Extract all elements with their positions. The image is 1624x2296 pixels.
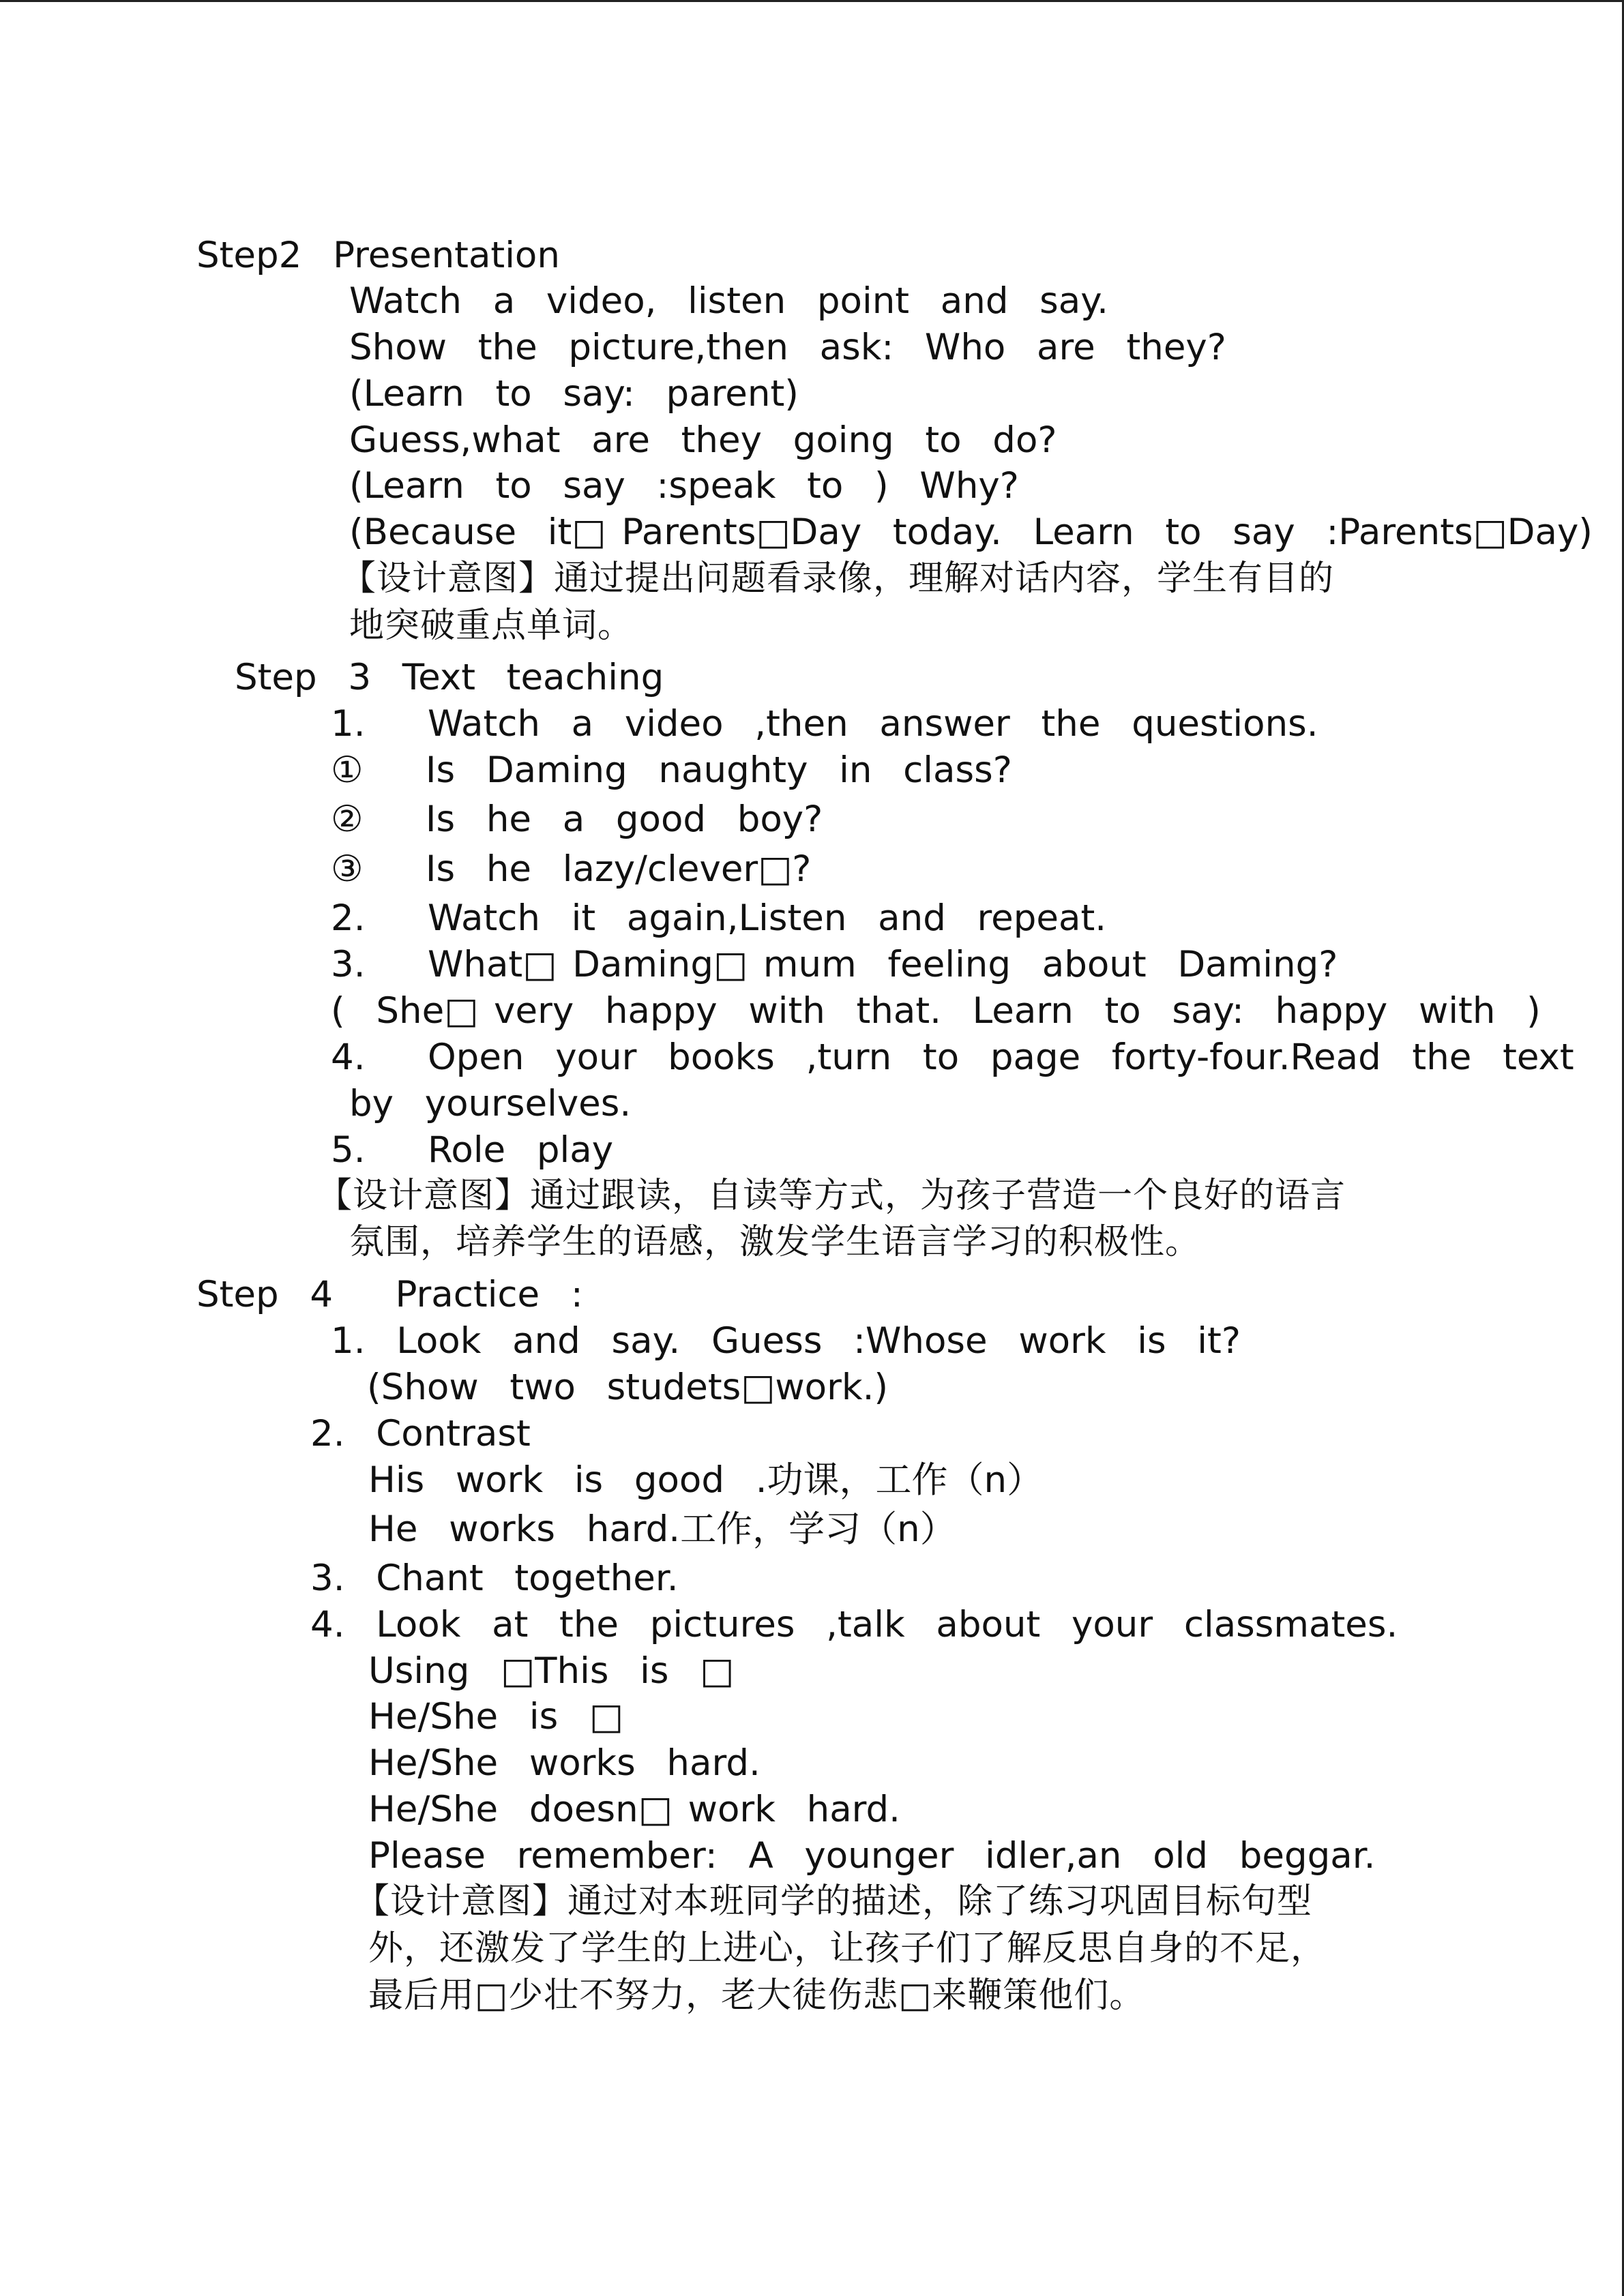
- design-intent: 【设计意图】通过跟读，自读等方式，为孩子营造一个良好的语言: [317, 1176, 1346, 1216]
- text-line: (Learn to say: parent): [349, 373, 799, 415]
- design-intent: 地突破重点单词。: [349, 606, 634, 646]
- question-item: ② Is he a good boy?: [331, 799, 823, 840]
- text-line: by yourselves.: [349, 1083, 632, 1124]
- text-line: (Learn to say :speak to ) Why?: [349, 465, 1019, 507]
- text-line: Using □This is □: [368, 1650, 735, 1692]
- text-line: (Because it□ Parents□Day today. Learn to say :Parents□Day): [349, 511, 1593, 553]
- design-intent: 最后用□少壮不努力，老大徒伤悲□来鞭策他们。: [368, 1976, 1145, 2016]
- text-line: He/She doesn□ work hard.: [368, 1789, 901, 1830]
- text-line: Show the picture,then ask: Who are they?: [349, 327, 1226, 368]
- step3-heading: Step 3 Text teaching: [235, 657, 664, 698]
- text-line: His work is good .功课，工作（n）: [368, 1459, 1044, 1501]
- list-item: 2. Watch it again,Listen and repeat.: [331, 897, 1107, 939]
- text-line: ( She□ very happy with that. Learn to say: happy with ): [331, 990, 1541, 1032]
- list-item: 5. Role play: [331, 1129, 614, 1171]
- list-item: 3. What□ Daming□ mum feeling about Daming?: [331, 944, 1338, 985]
- step2-heading: Step2 Presentation: [196, 235, 560, 276]
- text-line: Please remember: A younger idler,an old beggar.: [368, 1835, 1376, 1877]
- text-line: He works hard.工作，学习（n）: [368, 1508, 956, 1550]
- text-line: Guess,what are they going to do?: [349, 419, 1057, 461]
- list-item: 1. Watch a video ,then answer the questions.: [331, 703, 1318, 745]
- text-line: (Show two studets□work.): [367, 1367, 889, 1408]
- list-item: 3. Chant together.: [310, 1557, 679, 1599]
- question-item: ① Is Daming naughty in class?: [331, 749, 1012, 791]
- text-line: Watch a video, listen point and say.: [349, 280, 1108, 322]
- design-intent: 氛围，培养学生的语感，激发学生语言学习的积极性。: [349, 1222, 1201, 1262]
- question-item: ③ Is he lazy/clever□?: [331, 848, 812, 890]
- step4-heading: Step 4 Practice :: [196, 1274, 583, 1315]
- design-intent: 【设计意图】通过提出问题看录像，理解对话内容，学生有目的: [341, 558, 1335, 599]
- list-item: 4. Open your books ,turn to page forty-four.Read the text: [331, 1037, 1574, 1078]
- list-item: 1. Look and say. Guess :Whose work is it?: [331, 1320, 1241, 1362]
- design-intent: 外，还激发了学生的上进心，让孩子们了解反思自身的不足，: [368, 1928, 1327, 1969]
- text-line: He/She works hard.: [368, 1742, 761, 1784]
- design-intent: 【设计意图】通过对本班同学的描述，除了练习巩固目标句型: [355, 1881, 1313, 1922]
- page-border-top: [0, 0, 1624, 2]
- list-item: 4. Look at the pictures ,talk about your classmates.: [310, 1604, 1398, 1645]
- list-item: 2. Contrast: [310, 1413, 531, 1455]
- text-line: He/She is □: [368, 1696, 623, 1738]
